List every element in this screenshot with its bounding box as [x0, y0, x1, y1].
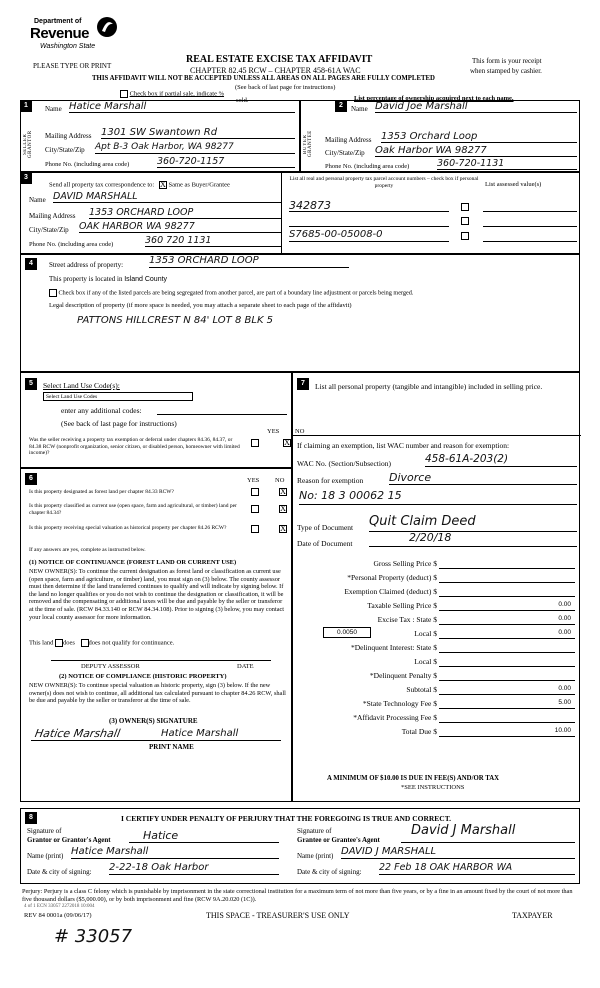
fee-row: [293, 657, 581, 669]
seller-phone-value[interactable]: 360-720-1157: [157, 156, 295, 168]
reason-continued[interactable]: No: 18 3 00062 15: [299, 489, 577, 505]
fee-value[interactable]: [439, 671, 575, 681]
does-not-label: does not: [88, 639, 111, 647]
exemption-question: Was the seller receiving a property tax exemption or deferral under chapters 84.36, 84.37, or 84.38 RCW (nonprofit organization, senior citizen, or disabled person, homeowner with limited income)?: [29, 437, 240, 456]
s5-yes-checkbox[interactable]: [251, 439, 259, 447]
seller-mail-label: Mailing Address: [45, 132, 92, 140]
grantor-sig-label-2: Grantor or Grantor's Agent: [27, 836, 111, 844]
chapter-label: CHAPTER 82.45 RCW – CHAPTER 458-61A WAC: [190, 66, 361, 75]
s6-no: NO: [275, 477, 285, 484]
section-2-buyer: [300, 100, 580, 172]
minimum-due-note: A MINIMUM OF $10.00 IS DUE IN FEE(S) AND/OR TAX: [327, 775, 500, 782]
form-title: REAL ESTATE EXCISE TAX AFFIDAVIT: [186, 54, 373, 65]
historic-yes-checkbox[interactable]: [251, 525, 259, 533]
segregation-label: Check box if any of the listed parcels are being segregated from another parcel, are part of a boundary line adjustment or parcels being merged.: [58, 289, 414, 297]
land-use-see-back: (See back of last page for instructions): [61, 419, 177, 428]
fee-label: *Delinquent Interest: State $: [350, 643, 437, 652]
buyer-name-value[interactable]: David Joe Marshall: [375, 101, 577, 113]
street-row: [49, 255, 349, 272]
fee-value[interactable]: [439, 559, 575, 569]
seller-phone-label: Phone No. (including area code): [45, 161, 130, 168]
seller-name-label: Name: [45, 105, 62, 113]
s5-no: NO: [295, 428, 305, 435]
grantee-date-value[interactable]: 22 Feb 18 OAK HARBOR WA: [379, 862, 575, 875]
grantor-name-label: Name (print): [27, 852, 64, 860]
does-label: does: [63, 639, 75, 647]
fee-label: Gross Selling Price $: [373, 559, 437, 568]
partial-sold-label: sold.: [236, 97, 249, 104]
section-8-number: 8: [25, 812, 37, 824]
seller-mail-value[interactable]: 1301 SW Swantown Rd: [101, 127, 295, 139]
section-1-number: 1: [20, 100, 32, 112]
legal-desc-value[interactable]: PATTONS HILLCREST N 84' LOT 8 BLK 5: [77, 315, 274, 326]
wac-value[interactable]: 458-61A-203(2): [425, 453, 577, 467]
buyer-mail-value[interactable]: 1353 Orchard Loop: [381, 131, 577, 143]
buyer-city-value[interactable]: Oak Harbor WA 98277: [375, 145, 577, 157]
fee-label: Exemption Claimed (deduct) $: [344, 587, 437, 596]
fee-label: Total Due $: [401, 727, 437, 736]
perjury-text: Perjury: Perjury is a class C felony which is punishable by imprisonment in the state correctional institution for a maximum term of not more than five years, or by a fine in an amount fixed by the court of not more than five thousand dollars ($5,000.00), or by both imprisonment and fine (RCW 9A.20.020 (1C)).: [22, 888, 573, 903]
fee-value[interactable]: 10.00: [439, 727, 575, 737]
section-3-divider: [281, 173, 282, 253]
corr-city-label: City/State/Zip: [29, 226, 69, 234]
forest-question: Is this property designated as forest land per chapter 84.33 RCW?: [29, 489, 174, 495]
fee-table: [293, 559, 581, 769]
this-land-label: This land: [29, 639, 54, 647]
seller-city-label: City/State/Zip: [45, 146, 85, 154]
treasurer-space: THIS SPACE - TREASURER'S USE ONLY: [206, 911, 350, 920]
grantee-sig-label-2: Grantee or Grantee's Agent: [297, 836, 380, 844]
parcel-number[interactable]: S7685-00-05008-0: [289, 229, 383, 240]
section-8-certification: [20, 808, 580, 884]
fee-label: Local $: [414, 629, 437, 638]
buyer-phone-label: Phone No. (including area code): [325, 163, 410, 170]
additional-codes-input[interactable]: [157, 406, 287, 415]
fee-value[interactable]: 0.00: [439, 615, 575, 625]
doc-type-value[interactable]: Quit Claim Deed: [369, 514, 577, 532]
s5-yes: YES: [267, 428, 280, 435]
owner-print-name[interactable]: Hatice Marshall: [161, 728, 239, 739]
fee-label: Excise Tax : State $: [377, 615, 437, 624]
fee-value[interactable]: [439, 657, 575, 667]
fee-label: *Delinquent Penalty $: [369, 671, 437, 680]
if-any-yes: If any answers are yes, complete as instructed below.: [29, 547, 146, 553]
wac-row: [297, 453, 577, 471]
section-4-property: [20, 254, 580, 372]
section-7-personal-property: [292, 372, 580, 802]
grantor-signature[interactable]: Hatice: [129, 829, 279, 843]
corr-name-row: [29, 191, 281, 207]
please-type: PLEASE TYPE OR PRINT: [33, 62, 112, 70]
fee-row: [293, 713, 581, 725]
historic-question: Is this property receiving special valuation as historical property per chapter 84.26 RCW?: [29, 525, 227, 531]
grantee-date-label: Date & city of signing:: [297, 868, 362, 876]
legal-desc-label: Legal description of property (if more space is needed, you may attach a separate sheet to each page of the affidavit): [49, 302, 352, 309]
grantee-name-value[interactable]: DAVID J MARSHALL: [341, 846, 575, 859]
corr-phone-label: Phone No. (including area code): [29, 241, 114, 248]
fee-value[interactable]: 0.00: [439, 601, 575, 611]
s7-divider: [293, 435, 581, 436]
segregation-row: [49, 289, 413, 297]
buyer-name-label: Name: [351, 105, 368, 113]
fee-row: [293, 727, 581, 739]
personal-property-checkbox[interactable]: [461, 203, 469, 211]
reason-value[interactable]: Divorce: [389, 471, 577, 485]
same-as-buyer-label: Same as Buyer/Grantee: [168, 181, 230, 189]
send-correspondence-row: [49, 181, 230, 189]
street-label: Street address of property:: [49, 261, 124, 269]
fee-value[interactable]: [439, 643, 575, 653]
owner-signature-line: [31, 740, 281, 741]
fee-row: [293, 615, 581, 627]
partial-sale-label: Check box if partial sale, indicate %: [129, 90, 225, 98]
buyer-city-label: City/State/Zip: [325, 149, 365, 157]
qualify-label: qualify for continuance.: [112, 639, 175, 647]
land-use-select[interactable]: [43, 392, 193, 401]
corr-mail-label: Mailing Address: [29, 212, 76, 220]
fee-row: [293, 643, 581, 655]
historic-no-checkbox[interactable]: X: [280, 524, 286, 533]
date-label: DATE: [237, 663, 254, 670]
rev-number: REV 84 0001a (09/06/17): [24, 912, 92, 919]
revenue-logo: [30, 14, 118, 56]
current-use-no-checkbox[interactable]: X: [280, 504, 286, 513]
fee-value[interactable]: [439, 573, 575, 583]
section-3-number: 3: [20, 172, 32, 184]
assessed-value-line[interactable]: [483, 229, 577, 242]
fee-value[interactable]: 5.00: [439, 699, 575, 709]
section-6-designation: [20, 468, 292, 802]
personal-property-checkbox[interactable]: [461, 217, 469, 225]
corr-phone-value[interactable]: 360 720 1131: [145, 235, 281, 247]
owner-signature[interactable]: Hatice Marshall: [33, 727, 122, 740]
notice-continuance-text: NEW OWNER(S): To continue the current designation as forest land or classification as current use (open space, farm and agriculture, or timber) land, you must sign on (3) below. The county assessor must then determine if the land transferred continues to qualify and will indicate by signing below. If the land no longer qualifies or you do not wish to continue the designation or classification, it will be removed and the compensating or additional taxes will be due and payable by the seller or transferor at the time of sale. (RCW 84.33.140 or RCW 84.34.108). Prior to signing (3) below, you may contact your local county assessor for more information.: [29, 568, 285, 621]
assessed-value-line[interactable]: [483, 199, 577, 212]
personal-property-checkbox[interactable]: [461, 232, 469, 240]
notice-continuance-title: (1) NOTICE OF CONTINUANCE (FOREST LAND OR CURRENT USE): [29, 559, 237, 566]
see-back-note: (See back of last page for instructions): [235, 84, 336, 91]
fee-value[interactable]: [439, 587, 575, 597]
state-label: Washington State: [40, 43, 96, 50]
owner-signature-title: (3) OWNER(S) SIGNATURE: [109, 717, 198, 725]
print-name-label: PRINT NAME: [149, 743, 194, 751]
deputy-assessor-line[interactable]: [51, 653, 271, 661]
same-as-buyer-checkbox[interactable]: X: [159, 180, 166, 189]
corr-name-value[interactable]: DAVID MARSHALL: [53, 191, 281, 203]
doc-date-row: [297, 531, 577, 551]
corr-name-label: Name: [29, 196, 46, 204]
fee-row: [293, 671, 581, 683]
section-4-number: 4: [25, 258, 37, 270]
assessed-value-line[interactable]: [483, 214, 577, 227]
fee-value[interactable]: 0.00: [439, 629, 575, 639]
county-row: [49, 275, 167, 283]
fee-label: *Personal Property (deduct) $: [347, 573, 437, 582]
agency-label: Revenue: [30, 25, 90, 42]
additional-codes-label: enter any additional codes:: [61, 406, 142, 415]
fee-label: Subtotal $: [406, 685, 437, 694]
assessed-values-header: List assessed value(s): [485, 181, 542, 188]
notice-compliance-text: NEW OWNER(S): To continue special valuation as historic property, sign (3) below. If the new owner(s) does not wish to continue, all additional tax calculated pursuant to chapter 84.26 RCW, shall be due and payable by the seller or transferor at the time of sale.: [29, 682, 286, 705]
county-label: This property is located in: [49, 275, 123, 283]
buyer-phone-row: [325, 158, 577, 172]
fee-label: Taxable Selling Price $: [367, 601, 437, 610]
fee-row: [293, 629, 581, 641]
grantee-date-row: [297, 862, 577, 879]
fee-row: [293, 573, 581, 585]
buyer-mail-label: Mailing Address: [325, 136, 372, 144]
grantor-name-value[interactable]: Hatice Marshall: [71, 846, 279, 859]
buyer-name-row: [351, 101, 577, 116]
street-value[interactable]: 1353 ORCHARD LOOP: [149, 255, 349, 268]
parcel-row: [289, 229, 449, 242]
section-1-seller: [20, 100, 300, 172]
seller-phone-row: [45, 156, 295, 171]
warning-text: THIS AFFIDAVIT WILL NOT BE ACCEPTED UNLESS ALL AREAS ON ALL PAGES ARE FULLY COMPLETED: [92, 75, 435, 82]
does-checkbox[interactable]: [55, 639, 63, 647]
section-6-number: 6: [25, 473, 37, 485]
exemption-claim-label: If claiming an exemption, list WAC number and reason for exemption:: [297, 441, 510, 450]
section-5-number: 5: [25, 378, 37, 390]
taxpayer-label: TAXPAYER: [512, 911, 553, 920]
parcel-row: [289, 199, 449, 212]
receipt-note-2: when stamped by cashier.: [470, 67, 542, 75]
certify-statement: I CERTIFY UNDER PENALTY OF PERJURY THAT THE FOREGOING IS TRUE AND CORRECT.: [121, 814, 452, 823]
fee-row: [293, 685, 581, 697]
fee-label: *State Technology Fee $: [362, 699, 437, 708]
notice-compliance-title: (2) NOTICE OF COMPLIANCE (HISTORIC PROPERTY): [59, 673, 227, 680]
forest-yes-checkbox[interactable]: [251, 488, 259, 496]
seller-side-label: SELLER GRANTOR: [23, 130, 33, 158]
corr-phone-row: [29, 235, 281, 251]
parcel-row: [289, 214, 449, 227]
segregation-checkbox[interactable]: [49, 289, 57, 297]
fee-row: [293, 559, 581, 571]
personal-property-text: List all personal property (tangible and intangible) included in selling price.: [315, 382, 543, 391]
forest-no-checkbox[interactable]: X: [280, 487, 286, 496]
grantee-signature[interactable]: David J Marshall: [401, 823, 575, 843]
revenue-swoosh-icon: [96, 16, 118, 38]
seller-name-value[interactable]: Hatice Marshall: [69, 101, 295, 113]
s6-yes: YES: [247, 477, 260, 484]
deputy-assessor-label: DEPUTY ASSESSOR: [81, 663, 140, 670]
land-use-select-text: Select Land Use Codes: [46, 394, 98, 400]
reason-label: Reason for exemption: [297, 476, 364, 485]
handwritten-stamp-number: # 33057: [54, 926, 133, 947]
doc-date-label: Date of Document: [297, 539, 353, 548]
corr-mail-value[interactable]: 1353 ORCHARD LOOP: [89, 207, 281, 219]
fee-row: [293, 601, 581, 613]
fee-value[interactable]: [439, 713, 575, 723]
current-use-question: Is this property classified as current use (open space, farm and agricultural, or timber) land per chapter 84.34?: [29, 503, 237, 516]
current-use-yes-checkbox[interactable]: [251, 505, 259, 513]
send-correspondence-label: Send all property tax correspondence to:: [49, 181, 155, 189]
fee-value[interactable]: 0.00: [439, 685, 575, 695]
receipt-note-1: This form is your receipt: [472, 57, 542, 65]
parcel-list-header: List all real and personal property tax parcel account numbers – check box if personal property: [289, 176, 479, 189]
fee-label: Local $: [414, 657, 437, 666]
buyer-phone-value[interactable]: 360-720-1131: [437, 158, 577, 170]
fee-row: [293, 587, 581, 599]
seller-name-row: [45, 101, 295, 116]
partial-sale-row: [120, 90, 224, 98]
local-rate-box[interactable]: 0.0050: [323, 627, 371, 638]
grantor-date-row: [27, 862, 281, 879]
grantor-sig-label-1: Signature of: [27, 827, 62, 835]
reason-row: [297, 471, 577, 488]
grantor-date-label: Date & city of signing:: [27, 868, 92, 876]
land-use-label: Select Land Use Code(s):: [43, 381, 120, 390]
parcel-number[interactable]: 342873: [289, 199, 331, 212]
doc-type-label: Type of Document: [297, 523, 354, 532]
seller-city-value[interactable]: Apt B-3 Oak Harbor, WA 98277: [95, 142, 295, 154]
ownership-note: List percentage of ownership acquired next to each name.: [354, 95, 514, 102]
partial-sale-checkbox[interactable]: [120, 90, 128, 98]
section-5-land-use: [20, 372, 305, 468]
grantee-name-label: Name (print): [297, 852, 334, 860]
s5-no-checkbox[interactable]: X: [284, 438, 290, 447]
doc-date-value[interactable]: 2/20/18: [369, 531, 577, 547]
county-value: Island County: [124, 276, 168, 283]
see-instructions-note: *SEE INSTRUCTIONS: [401, 784, 465, 791]
fee-row: [293, 699, 581, 711]
dept-label: Department of: [34, 18, 82, 25]
buyer-side-label: BUYER GRANTEE: [303, 130, 313, 158]
grantor-date-value[interactable]: 2-22-18 Oak Harbor: [109, 862, 279, 875]
fine-strip: 4 of 1 ECN 33057 2272018 10:004: [24, 904, 95, 909]
does-not-checkbox[interactable]: [81, 639, 89, 647]
section-3-correspondence: [20, 172, 580, 254]
section-2-number: 2: [335, 100, 347, 112]
fee-label: *Affidavit Processing Fee $: [353, 713, 437, 722]
grantee-sig-label-1: Signature of: [297, 827, 332, 835]
section-7-number: 7: [297, 378, 309, 390]
land-qualify-row: [29, 639, 174, 647]
corr-city-value[interactable]: OAK HARBOR WA 98277: [79, 221, 281, 233]
wac-label: WAC No. (Section/Subsection): [297, 459, 391, 468]
